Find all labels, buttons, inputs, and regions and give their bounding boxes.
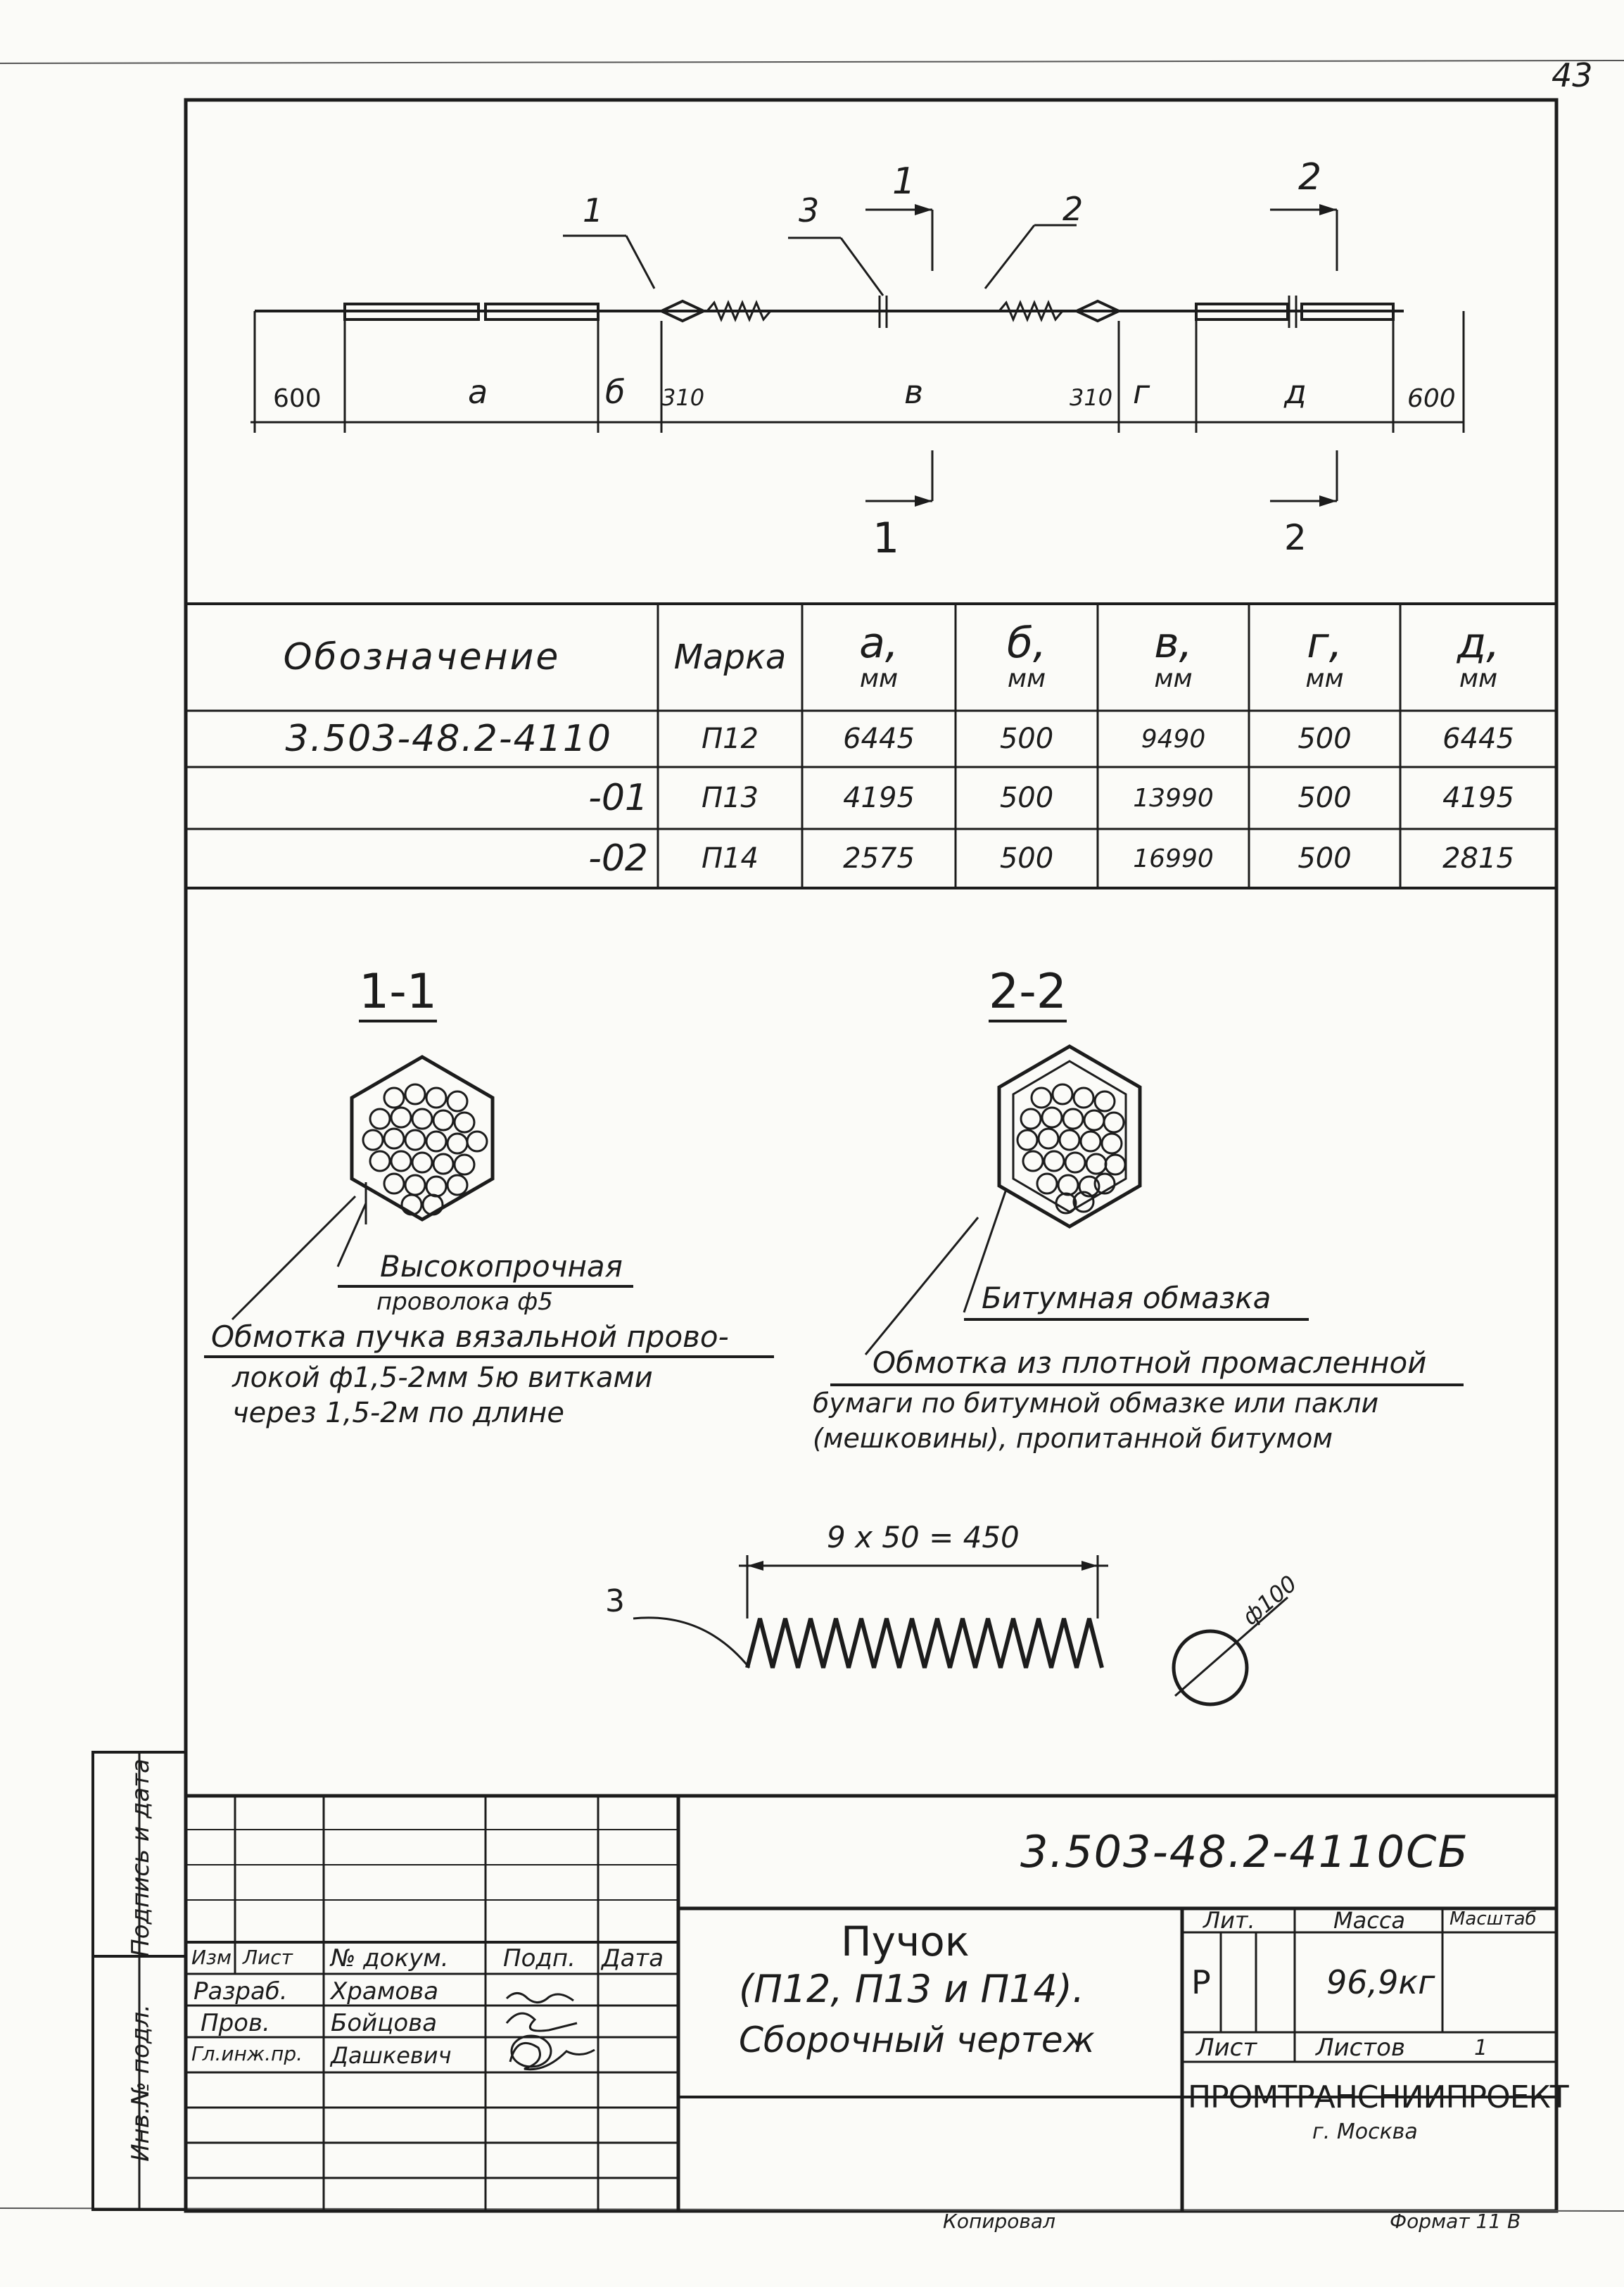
dim-600-right: 600 (1407, 384, 1456, 413)
header-b: б, мм (1006, 618, 1047, 693)
s2-note2-line1: Обмотка из плотной промасленной (873, 1345, 1427, 1380)
header-mark: Марка (673, 638, 787, 677)
spring-callout: 3 (605, 1583, 625, 1619)
scale-label: Масштаб (1449, 1908, 1537, 1930)
row-v: 9490 (1141, 724, 1206, 754)
section-1-title: 1-1 (359, 964, 437, 1022)
callout-2-top: 2 (1062, 190, 1084, 228)
row-b: 500 (999, 842, 1054, 875)
city: г. Москва (1312, 2120, 1418, 2144)
mass-label: Масса (1333, 1907, 1406, 1934)
row-a: 2575 (843, 842, 915, 875)
drawing-code: 3.503-48.2-4110СБ (1020, 1826, 1469, 1877)
role-developer: Разраб. (194, 1977, 288, 2006)
header-v: в, мм (1154, 618, 1193, 693)
section-2-cut-top: 2 (1298, 156, 1322, 198)
row-g: 500 (1298, 782, 1352, 814)
col-sign: Подп. (503, 1944, 576, 1972)
copied-by: Копировал (943, 2210, 1055, 2233)
sheet-label: Лист (1196, 2034, 1257, 2062)
drawing-name-line3: Сборочный чертеж (739, 2020, 1095, 2060)
row-g: 500 (1298, 723, 1352, 755)
dim-g: г (1133, 373, 1150, 411)
sheets-value: 1 (1474, 2036, 1488, 2060)
dim-310-right: 310 (1070, 384, 1113, 411)
s1-note2-line3: через 1,5-2м по длине (232, 1397, 564, 1429)
side-label-signature: Подпись и дата (127, 1759, 155, 1957)
ring-diameter: ф100 (1237, 1570, 1302, 1630)
row-designation: -01 (588, 777, 648, 819)
s1-note1-line1: Высокопрочная (380, 1249, 623, 1284)
organization: ПРОМТРАНСНИИПРОЕКТ (1188, 2079, 1568, 2115)
s1-note1-line2: проволока ф5 (376, 1288, 553, 1316)
drawing-name-line2: (П12, П13 и П14). (739, 1967, 1085, 2011)
section-2-cut-bottom: 2 (1284, 517, 1307, 558)
row-designation: -02 (588, 837, 648, 880)
row-d: 4195 (1442, 782, 1514, 814)
callout-1-top: 1 (583, 191, 604, 229)
lit-value: Р (1191, 1963, 1211, 2001)
role-chief-engineer: Гл.инж.пр. (191, 2042, 303, 2065)
row-a: 4195 (843, 782, 915, 814)
dim-310-left: 310 (661, 384, 705, 411)
mass-value: 96,9кг (1326, 1963, 1435, 2001)
col-list: Лист (243, 1946, 293, 1969)
header-a: a, мм (859, 618, 899, 693)
section-1-cut-bottom: 1 (873, 514, 900, 563)
s2-note1: Битумная обмазка (982, 1281, 1271, 1315)
dim-600-left: 600 (273, 384, 322, 413)
section-2-title: 2-2 (989, 964, 1067, 1022)
side-label-inv: Инв.№ подл. (127, 2004, 155, 2162)
row-mark: П13 (702, 782, 759, 814)
name-developer: Храмова (331, 1977, 439, 2006)
row-b: 500 (999, 782, 1054, 814)
s2-note2-line2: бумаги по битумной обмазке или пакли (813, 1388, 1379, 1419)
s2-note2-line3: (мешковины), пропитанной битумом (813, 1423, 1333, 1454)
page-number: 43 (1552, 56, 1593, 94)
row-b: 500 (999, 723, 1054, 755)
row-d: 6445 (1442, 723, 1514, 755)
name-chief-engineer: Дашкевич (331, 2042, 452, 2069)
sheets-label: Листов (1316, 2034, 1406, 2062)
row-mark: П14 (702, 842, 759, 875)
callout-3-top: 3 (799, 191, 820, 229)
header-d: д, мм (1457, 618, 1500, 693)
row-designation: 3.503-48.2-4110 (285, 718, 612, 760)
format: Формат 11 В (1390, 2210, 1521, 2233)
row-g: 500 (1298, 842, 1352, 875)
section-1-cut-top: 1 (892, 160, 916, 203)
header-g: г, мм (1305, 618, 1344, 693)
dim-b: б (605, 373, 626, 411)
dim-d: д (1284, 373, 1307, 411)
row-d: 2815 (1442, 842, 1514, 875)
s1-note2-line2: локой ф1,5-2мм 5ю витками (232, 1362, 653, 1394)
role-checker: Пров. (201, 2009, 270, 2037)
row-v: 13990 (1133, 783, 1214, 813)
col-doc: № докум. (331, 1944, 449, 1972)
drawing-name-line1: Пучок (841, 1918, 970, 1965)
dim-v: в (904, 373, 924, 411)
lit-label: Лит. (1203, 1907, 1255, 1934)
col-date: Дата (602, 1944, 664, 1972)
s1-note2-line1: Обмотка пучка вязальной прово- (211, 1319, 729, 1354)
dim-a: a (468, 373, 488, 411)
header-designation: Обозначение (283, 636, 561, 678)
row-v: 16990 (1133, 844, 1214, 873)
name-checker: Бойцова (331, 2009, 438, 2037)
spring-dimension: 9 x 50 = 450 (827, 1520, 1020, 1554)
row-mark: П12 (702, 723, 759, 755)
col-izm: Изм (191, 1946, 231, 1969)
row-a: 6445 (843, 723, 915, 755)
